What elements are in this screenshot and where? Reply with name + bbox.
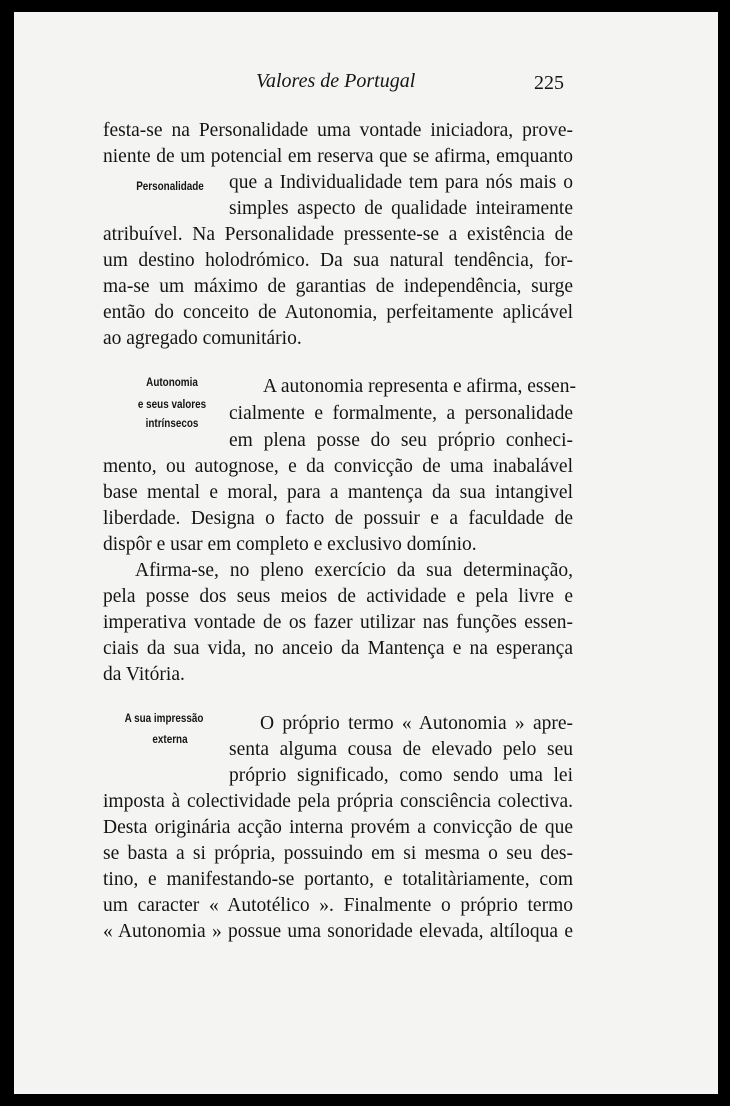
margin-note-impressao: A sua impressão <box>124 713 204 725</box>
text-line: próprio significado, como sendo uma lei <box>229 765 573 786</box>
text-line: dispôr e usar em completo e exclusivo domínio. <box>103 534 477 555</box>
margin-note-impressao: externa <box>152 734 188 746</box>
text-line: pela posse dos seus meios de actividade e pela livre e <box>103 586 573 607</box>
text-line: niente de um potencial em reserva que se afirma, emquanto <box>103 146 573 167</box>
text-line: se basta a si própria, possuindo em si mesma o seu des- <box>103 843 573 864</box>
text-line: um caracter « Autotélico ». Finalmente o próprio termo <box>103 895 573 916</box>
text-line: imposta à colectividade pela própria consciência colectiva. <box>103 791 573 812</box>
text-line: então do conceito de Autonomia, perfeitamente aplicável <box>103 302 573 323</box>
text-line: tino, e manifestando-se portanto, e totalitàriamente, com <box>103 869 573 890</box>
text-line: um destino holodrómico. Da sua natural tendência, for- <box>103 250 573 271</box>
page-number: 225 <box>534 72 564 94</box>
text-line: liberdade. Designa o facto de possuir e a faculdade de <box>103 508 573 529</box>
text-line: O próprio termo « Autonomia » apre- <box>260 713 573 734</box>
text-line: base mental e moral, para a mantença da sua intangivel <box>103 482 573 503</box>
text-line: senta alguma cousa de elevado pelo seu <box>229 739 573 760</box>
text-line: « Autonomia » possue uma sonoridade elevada, altíloqua e <box>103 921 573 942</box>
margin-note-autonomia: intrínsecos <box>145 418 199 430</box>
text-line: mento, ou autognose, e da convicção de uma inabalável <box>103 456 573 477</box>
text-line: Afirma-se, no pleno exercício da sua determinação, <box>135 560 573 581</box>
text-line: da Vitória. <box>103 664 185 685</box>
text-line: imperativa vontade de os fazer utilizar nas funções essen- <box>103 612 573 633</box>
text-line: ciais da sua vida, no anceio da Mantença e na esperança <box>103 638 573 659</box>
text-line: ao agregado comunitário. <box>103 328 302 349</box>
book-page <box>14 12 718 1094</box>
text-line: simples aspecto de qualidade inteiramente <box>229 198 573 219</box>
text-line: atribuível. Na Personalidade pressente-se a existência de <box>103 224 573 245</box>
text-line: em plena posse do seu próprio conheci- <box>229 430 573 451</box>
text-line: festa-se na Personalidade uma vontade iniciadora, prove- <box>103 120 573 141</box>
text-line: ma-se um máximo de garantias de independência, surge <box>103 276 573 297</box>
running-title: Valores de Portugal <box>256 70 416 92</box>
text-line: que a Individualidade tem para nós mais o <box>229 172 573 193</box>
text-line: Desta originária acção interna provém a convicção de que <box>103 817 573 838</box>
margin-note-autonomia: Autonomia <box>146 377 198 389</box>
text-line: cialmente e formalmente, a personalidade <box>229 403 573 424</box>
margin-note-autonomia: e seus valores <box>137 399 207 411</box>
margin-note-personalidade: Personalidade <box>136 181 204 193</box>
text-line: A autonomia representa e afirma, essen- <box>263 376 576 397</box>
